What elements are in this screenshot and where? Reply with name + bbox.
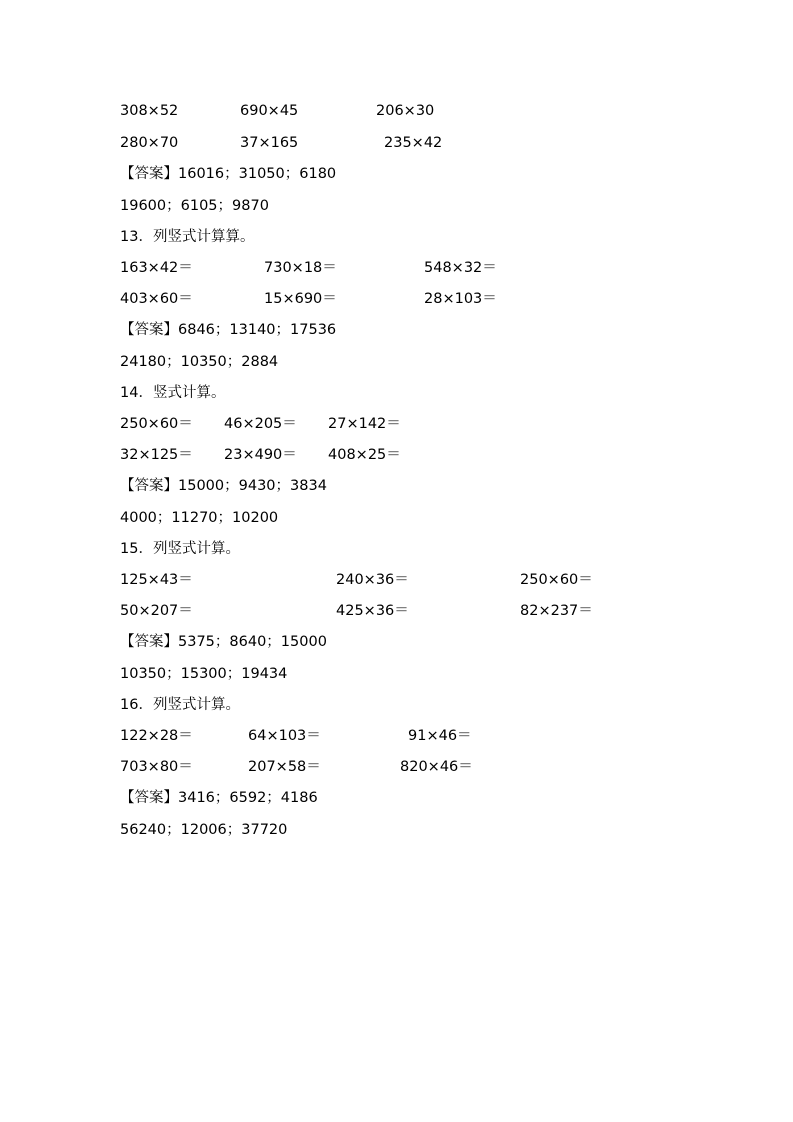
expression: 46×205＝ (224, 416, 297, 432)
expression: 163×42＝ (120, 260, 193, 276)
expression: 28×103＝ (424, 291, 497, 307)
answer-text: 【答案】5375；8640；15000 (120, 634, 327, 650)
answer-text: 4000；11270；10200 (120, 510, 279, 526)
expression: 690×45 (240, 103, 299, 119)
expression: 408×25＝ (328, 447, 401, 463)
answer-text: 24180；10350；2884 (120, 354, 279, 370)
expression: 50×207＝ (120, 603, 193, 619)
question-heading: 15．列竖式计算。 (120, 541, 240, 557)
question-heading: 16．列竖式计算。 (120, 697, 240, 713)
answer-line (0, 320, 793, 340)
answer-line (0, 476, 793, 496)
exercise-row (0, 601, 793, 621)
expression: 280×70 (120, 135, 179, 151)
exercise-row (0, 101, 793, 121)
question-title (0, 383, 793, 403)
question-title (0, 539, 793, 559)
exercise-row (0, 570, 793, 590)
exercise-row (0, 133, 793, 153)
answer-line (0, 664, 793, 684)
expression: 820×46＝ (400, 759, 473, 775)
answer-text: 10350；15300；19434 (120, 666, 288, 682)
answer-line (0, 508, 793, 528)
expression: 703×80＝ (120, 759, 193, 775)
expression: 403×60＝ (120, 291, 193, 307)
answer-text: 56240；12006；37720 (120, 822, 288, 838)
expression: 91×46＝ (408, 728, 472, 744)
expression: 235×42 (384, 135, 443, 151)
expression: 32×125＝ (120, 447, 193, 463)
expression: 23×490＝ (224, 447, 297, 463)
expression: 207×58＝ (248, 759, 321, 775)
exercise-row (0, 289, 793, 309)
exercise-row (0, 445, 793, 465)
answer-text: 【答案】16016；31050；6180 (120, 166, 337, 182)
answer-line (0, 788, 793, 808)
answer-text: 19600；6105；9870 (120, 198, 269, 214)
expression: 206×30 (376, 103, 435, 119)
expression: 37×165 (240, 135, 299, 151)
answer-text: 【答案】6846；13140；17536 (120, 322, 337, 338)
answer-line (0, 164, 793, 184)
question-title (0, 695, 793, 715)
answer-line (0, 820, 793, 840)
answer-line (0, 196, 793, 216)
expression: 15×690＝ (264, 291, 337, 307)
question-heading: 14．竖式计算。 (120, 385, 226, 401)
expression: 730×18＝ (264, 260, 337, 276)
exercise-row (0, 757, 793, 777)
expression: 250×60＝ (520, 572, 593, 588)
answer-line (0, 632, 793, 652)
exercise-row (0, 726, 793, 746)
question-title (0, 227, 793, 247)
expression: 308×52 (120, 103, 179, 119)
expression: 240×36＝ (336, 572, 409, 588)
answer-text: 【答案】3416；6592；4186 (120, 790, 318, 806)
expression: 82×237＝ (520, 603, 593, 619)
expression: 125×43＝ (120, 572, 193, 588)
question-heading: 13．列竖式计算算。 (120, 229, 255, 245)
expression: 548×32＝ (424, 260, 497, 276)
expression: 27×142＝ (328, 416, 401, 432)
expression: 64×103＝ (248, 728, 321, 744)
expression: 122×28＝ (120, 728, 193, 744)
answer-line (0, 352, 793, 372)
answer-text: 【答案】15000；9430；3834 (120, 478, 327, 494)
exercise-row (0, 414, 793, 434)
exercise-row (0, 258, 793, 278)
expression: 250×60＝ (120, 416, 193, 432)
expression: 425×36＝ (336, 603, 409, 619)
